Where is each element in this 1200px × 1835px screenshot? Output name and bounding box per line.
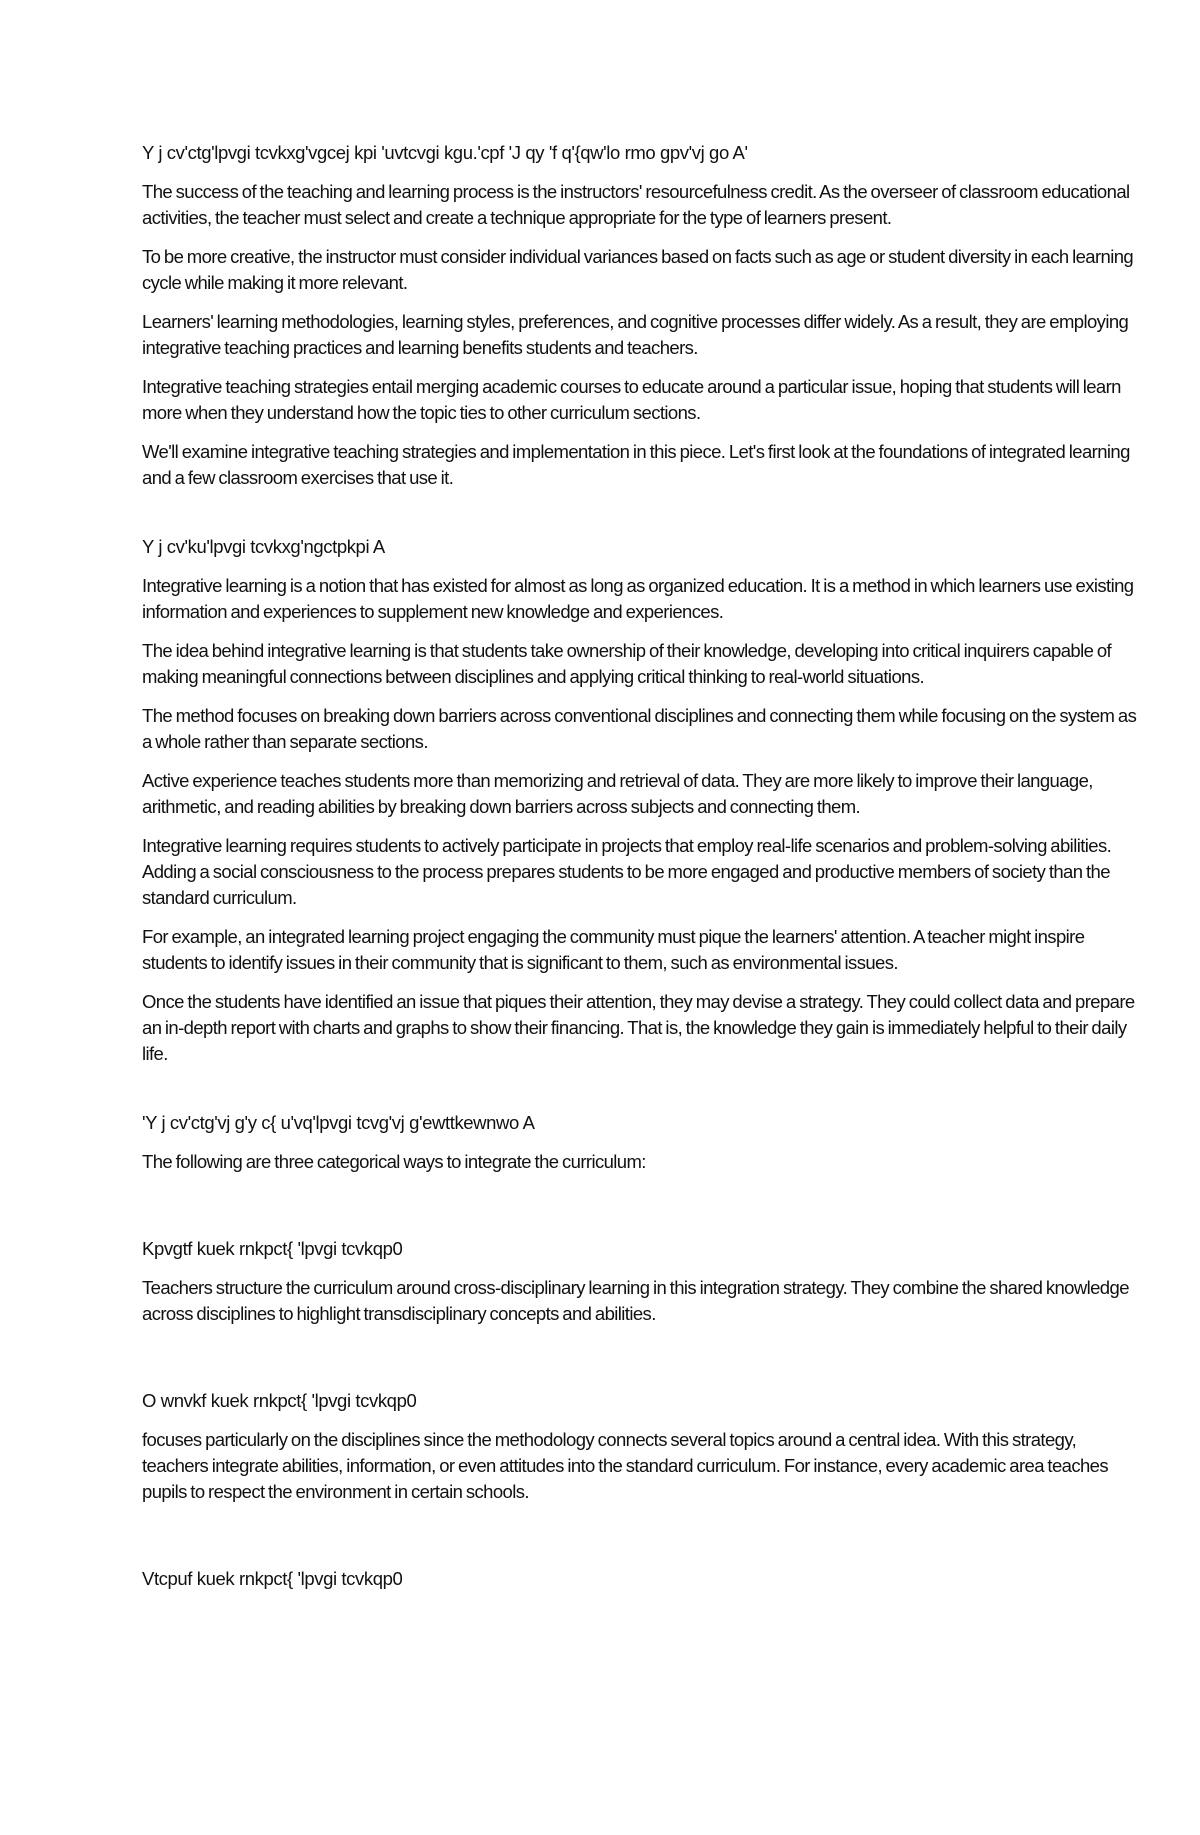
document-page xyxy=(142,140,1137,1605)
paragraph: Active experience teaches students more than memorizing and retrieval of data. They are more likely to improve their language, arithmetic, and reading abilities by breaking down barriers across subjects and connecting them. xyxy=(142,770,1093,817)
paragraph: Integrative teaching strategies entail merging academic courses to educate around a particular issue, hoping that students will learn more when they understand how the topic ties to other curriculum sections. xyxy=(142,376,1121,423)
paragraph: For example, an integrated learning project engaging the community must pique the learners' attention. A teacher might inspire students to identify issues in their community that is significant to them, such as environmental issues. xyxy=(142,926,1085,973)
paragraph: To be more creative, the instructor must consider individual variances based on facts such as age or student diversity in each learning cycle while making it more relevant. xyxy=(142,246,1134,293)
paragraph: The following are three categorical ways to integrate the curriculum: xyxy=(142,1151,646,1172)
paragraph: Once the students have identified an issue that piques their attention, they may devise a strategy. They could collect data and prepare an in-depth report with charts and graphs to show their financing. That is, the knowledge they gain is immediately helpful to their daily life. xyxy=(142,991,1135,1064)
paragraph: We'll examine integrative teaching strategies and implementation in this piece. Let's first look at the foundations of integrated learning and a few classroom exercises that use it. xyxy=(142,441,1130,488)
paragraph: The method focuses on breaking down barriers across conventional disciplines and connecting them while focusing on the system as a whole rather than separate sections. xyxy=(142,705,1137,752)
section-heading-interdisciplinary: Kpvgtf kuek rnkpct{ 'lpvgi tcvkqp0 xyxy=(142,1238,403,1259)
paragraph: Teachers structure the curriculum around cross-disciplinary learning in this integration strategy. They combine the shared knowledge across disciplines to highlight transdisciplinary concepts and abilities. xyxy=(142,1277,1129,1324)
section-heading-transdisciplinary: Vtcpuf kuek rnkpct{ 'lpvgi tcvkqp0 xyxy=(142,1568,403,1589)
section-heading-ways-to-integrate: 'Y j cv'ctg'vj g'y c{ u'vq'lpvgi tcvg'vj g'ewttkewnwo A xyxy=(142,1112,535,1133)
paragraph: The success of the teaching and learning process is the instructors' resourcefulness credit. As the overseer of classroom educational activities, the teacher must select and create a technique appropriate for the type of learners present. xyxy=(142,181,1130,228)
paragraph: Integrative learning requires students to actively participate in projects that employ real-life scenarios and problem-solving abilities. Adding a social consciousness to the process prepares students to be more engaged and productive members of society than the standard curriculum. xyxy=(142,835,1112,908)
section-heading-integrative-learning: Y j cv'ku'lpvgi tcvkxg'ngctpkpi A xyxy=(142,536,385,557)
paragraph: Integrative learning is a notion that has existed for almost as long as organized education. It is a method in which learners use existing information and experiences to supplement new knowledge and experiences. xyxy=(142,575,1134,622)
paragraph: focuses particularly on the disciplines since the methodology connects several topics around a central idea. With this strategy, teachers integrate abilities, information, or even attitudes into the standard curriculum. For instance, every academic area teaches pupils to respect the environment in certain schools. xyxy=(142,1429,1109,1502)
section-heading-strategies: Y j cv'ctg'lpvgi tcvkxg'vgcej kpi 'uvtcvgi kgu.'cpf 'J qy 'f q'{qw'lo rmo gpv'vj go A' xyxy=(142,142,748,163)
paragraph: The idea behind integrative learning is that students take ownership of their knowledge, developing into critical inquirers capable of making meaningful connections between disciplines and applying critical thinking to real-world situations. xyxy=(142,640,1112,687)
section-heading-multidisciplinary: O wnvkf kuek rnkpct{ 'lpvgi tcvkqp0 xyxy=(142,1390,417,1411)
paragraph: Learners' learning methodologies, learning styles, preferences, and cognitive processes differ widely. As a result, they are employing integrative teaching practices and learning benefits students and teachers. xyxy=(142,311,1129,358)
